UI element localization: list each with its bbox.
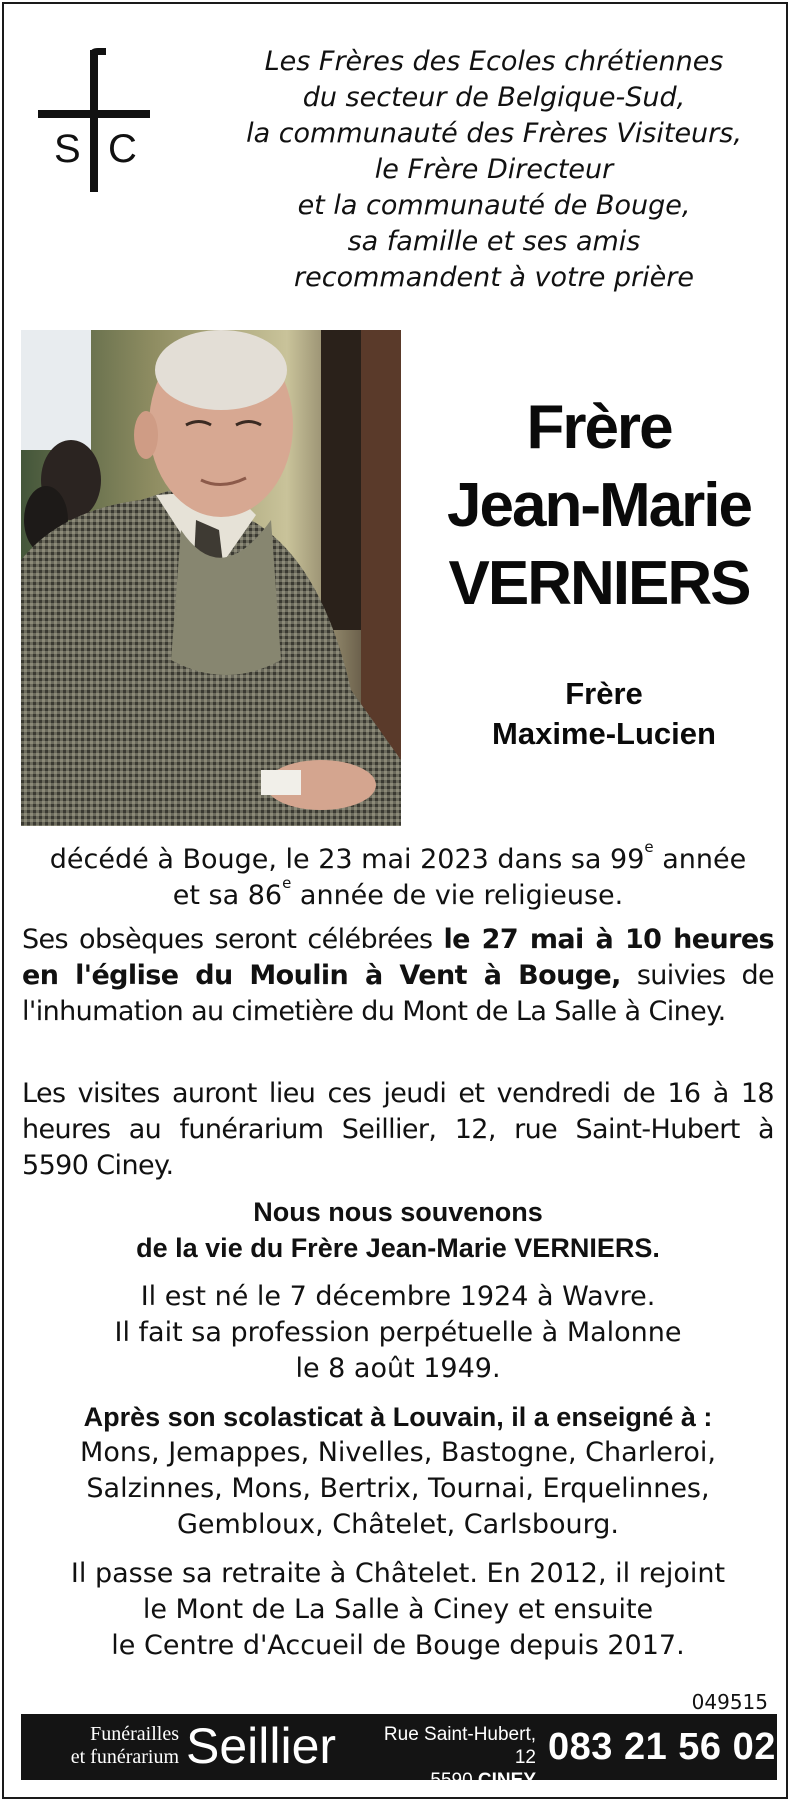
name-first: Jean-Marie bbox=[447, 471, 751, 540]
teaching-line: Mons, Jemappes, Nivelles, Bastogne, Charleroi, bbox=[80, 1437, 716, 1468]
logo-letter-s: S bbox=[54, 127, 81, 171]
funeral-home-address bbox=[376, 1723, 536, 1792]
teaching-line: Salzinnes, Mons, Bertrix, Tournai, Erquelinnes, bbox=[86, 1473, 710, 1504]
retirement-line: Il passe sa retraite à Châtelet. En 2012, il rejoint bbox=[70, 1558, 726, 1589]
teaching-line: Gembloux, Châtelet, Carlsbourg. bbox=[176, 1509, 619, 1540]
intro-line: recommandent à votre prière bbox=[294, 262, 694, 293]
reference-number: 049515 bbox=[691, 1690, 768, 1714]
retirement-paragraph bbox=[22, 1556, 774, 1664]
cross-icon bbox=[32, 44, 152, 194]
retirement-line: le Mont de La Salle à Ciney et ensuite bbox=[142, 1594, 654, 1625]
death-text: année de vie religieuse. bbox=[291, 880, 624, 911]
funeral-paragraph bbox=[22, 922, 774, 1030]
visits-paragraph: Les visites auront lieu ces jeudi et vendredi de 16 à 18 heures au funérarium Seillier, 12, rue Saint-Hubert à 5590 Ciney. bbox=[22, 1078, 774, 1181]
funeral-home-tagline bbox=[29, 1723, 179, 1769]
religious-name-value: Maxime-Lucien bbox=[492, 716, 716, 751]
remember-line: Nous nous souvenons bbox=[253, 1197, 543, 1227]
intro-line: la communauté des Frères Visiteurs, bbox=[246, 118, 742, 149]
born-line: Il fait sa profession perpétuelle à Malonne bbox=[114, 1317, 682, 1348]
teaching-heading: Après son scolasticat à Louvain, il a enseigné à : bbox=[83, 1402, 713, 1432]
funeral-home-banner bbox=[21, 1714, 777, 1791]
remember-heading bbox=[22, 1194, 774, 1266]
logo-letter-c: C bbox=[108, 127, 137, 171]
superscript: e bbox=[644, 838, 654, 856]
retirement-line: le Centre d'Accueil de Bouge depuis 2017. bbox=[111, 1630, 685, 1661]
funeral-text: Ses obsèques seront célébrées bbox=[22, 924, 444, 955]
intro-line: du secteur de Belgique-Sud, bbox=[302, 82, 686, 113]
obituary-notice bbox=[2, 2, 788, 1799]
tagline-line: et funérarium bbox=[70, 1746, 179, 1768]
born-line: Il est né le 7 décembre 1924 à Wavre. bbox=[140, 1281, 656, 1312]
name-last: VERNIERS bbox=[448, 549, 750, 618]
intro-line: sa famille et ses amis bbox=[347, 226, 641, 257]
born-paragraph bbox=[22, 1279, 774, 1387]
address-city: CINEY bbox=[477, 1770, 536, 1791]
superscript: e bbox=[282, 874, 292, 892]
name-title: Frère bbox=[526, 393, 672, 462]
death-text: année bbox=[653, 844, 747, 875]
religious-name bbox=[434, 674, 774, 754]
funeral-home-brand: Seillier bbox=[186, 1718, 337, 1774]
funeral-home-phone: 083 21 56 02 bbox=[548, 1726, 776, 1768]
tagline-line: Funérailles bbox=[90, 1723, 179, 1745]
funeral-text: suivies de l'inhumation au cimetière du Mont de La Salle à Ciney. bbox=[22, 960, 775, 1027]
intro-line: le Frère Directeur bbox=[374, 154, 614, 185]
portrait-photo bbox=[21, 330, 401, 826]
intro-line: et la communauté de Bouge, bbox=[297, 190, 691, 221]
teaching-paragraph bbox=[22, 1399, 774, 1543]
religious-name-title: Frère bbox=[565, 676, 643, 711]
funeral-details: le 27 mai à 10 heures en l'église du Moulin à Vent à Bouge, bbox=[22, 924, 774, 991]
death-text: décédé à Bouge, le 23 mai 2023 dans sa 99 bbox=[49, 844, 645, 875]
born-line: le 8 août 1949. bbox=[295, 1353, 501, 1384]
address-postcode: 5590 bbox=[430, 1770, 478, 1791]
intro-text bbox=[214, 44, 774, 296]
death-paragraph bbox=[22, 838, 774, 914]
remember-line: de la vie du Frère Jean-Marie VERNIERS. bbox=[136, 1233, 660, 1263]
deceased-name bbox=[414, 389, 784, 623]
death-text: et sa 86 bbox=[172, 880, 283, 911]
intro-line: Les Frères des Ecoles chrétiennes bbox=[264, 46, 724, 77]
address-street: Rue Saint-Hubert, 12 bbox=[383, 1724, 536, 1768]
